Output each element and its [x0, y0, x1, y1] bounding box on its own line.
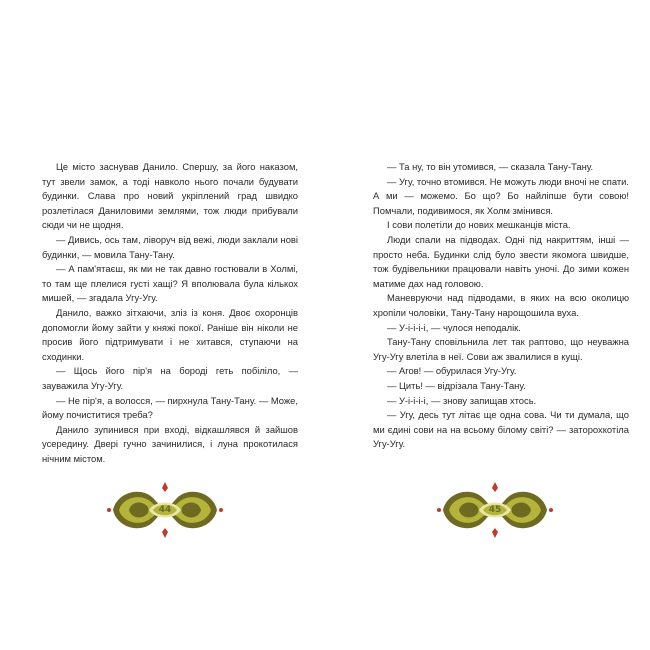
paragraph: — У-і-і-і-і, — знову запищав хтось. — [387, 394, 537, 406]
paragraph: Данило, важко зітхаючи, зліз із коня. Двоє охоронців допомогли йому зайти у княжі покої. Раніше він ніколи не просив його підтримувати і не хитався, ступаючи на сходинки. — [42, 306, 298, 362]
right-page-text — [373, 160, 629, 452]
paragraph: І сови полетіли до нових мешканців міста. — [387, 219, 571, 231]
paragraph: — Щось його пір'я на бороді геть побіліло, — зауважила Угу-Угу. — [42, 365, 298, 391]
paragraph: — Цить! — відрізала Тану-Тану. — [387, 379, 526, 391]
paragraph: Данило зупинився при вході, відкашлявся й зайшов усередину. Двері гучно зачинилися, і луна прокотилася нічним містом. — [42, 423, 298, 464]
page-number: 45 — [488, 505, 502, 515]
paragraph: — Не пір'я, а волосся, — пирхнула Тану-Тану. — Може, йому почиститися треба? — [42, 394, 298, 421]
paragraph: — Угу, десь тут літає ще одна сова. Чи ти думала, що ми єдині сови на на всьому білому світі? — заторохкотіла Угу-Угу. — [373, 409, 629, 450]
left-page-text — [42, 160, 298, 466]
page-number-ornament-left — [107, 478, 223, 542]
paragraph: Люди спали на підводах. Одні під накриттям, інші — просто неба. Будинки слід було звести якомога швидше, тож будівельники працювали навіть уночі. До зими кожен матиме дах над головою. — [373, 233, 629, 289]
paragraph: — Та ну, то він утомився, — сказала Тану-Тану. — [387, 161, 594, 172]
paragraph: — Агов! — обурилася Угу-Угу. — [387, 365, 517, 377]
page-number-ornament-right — [437, 478, 553, 542]
paragraph: — А пам'ятаєш, як ми не так давно гостювали в Холмі, то там ще плелися густі хащі? Я вполювала була кількох мишей, — згадала Угу-Угу. — [42, 263, 298, 304]
paragraph: Тану-Тану сповільнила лет так раптово, що неуважна Угу-Угу влетіла в неї. Сови аж звалилися в кущі. — [373, 336, 629, 362]
paragraph: Це місто заснував Данило. Спершу, за його наказом, тут звели замок, а тоді навколо нього почали будувати будинки. Слава про новий укріплений град швидко розлетілася Даниловими землями, тож люди прибували сюди чи не щодня. — [42, 161, 298, 231]
paragraph: — Угу, точно втомився. Не можуть люди вночі не спати. А ми — можемо. Бо що? Бо найліпше бути совою! Помчали, подивимося, як Холм змінився. — [373, 175, 629, 216]
page-number: 44 — [158, 505, 172, 515]
paragraph: — Дивись, ось там, ліворуч від вежі, люди заклали нові будинки, — мовила Тану-Тану. — [42, 233, 298, 260]
paragraph: — У-і-і-і-і, — чулося неподалік. — [387, 321, 521, 333]
paragraph: Маневруючи над підводами, в яких на всю околицю хропіли чоловіки, Тану-Тану нарощошила вуха. — [373, 292, 629, 318]
